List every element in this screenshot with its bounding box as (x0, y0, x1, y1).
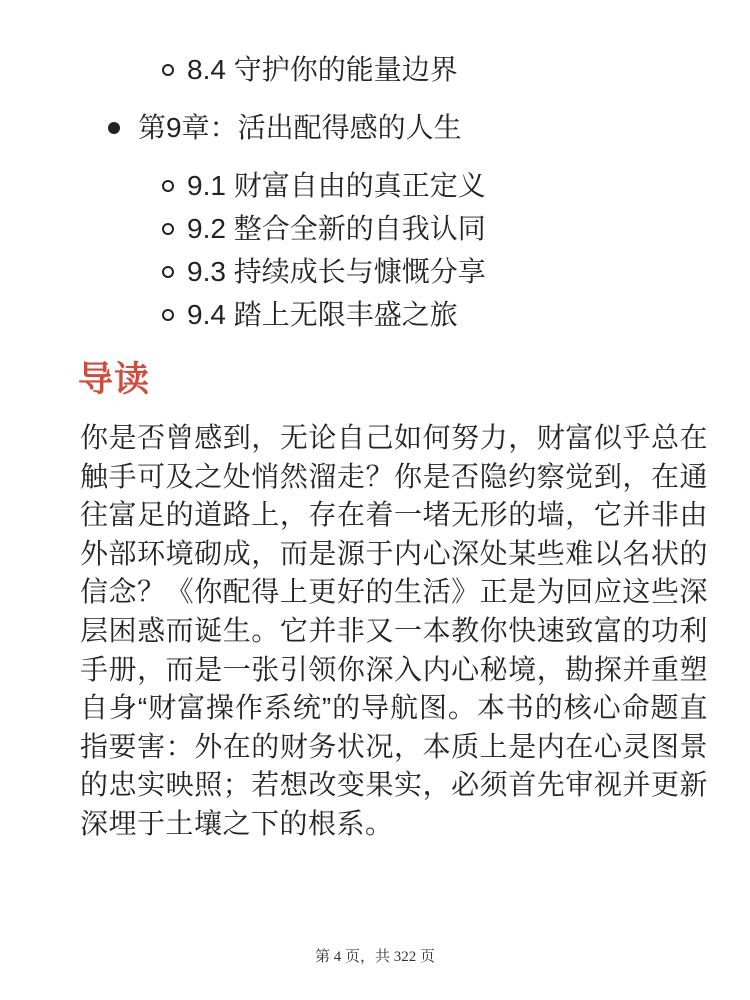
toc-item (162, 214, 750, 244)
toc-item (162, 171, 750, 201)
section-heading: 导读 (78, 360, 151, 399)
toc-item (162, 257, 750, 287)
toc-item-label: 9.4 踏上无限丰盛之旅 (187, 299, 458, 330)
circle-bullet-icon (162, 309, 174, 321)
toc-item-label: 第9章：活出配得感的人生 (138, 112, 462, 143)
page-indicator: 第 4 页，共 322 页 (314, 949, 435, 965)
circle-bullet-icon (162, 180, 174, 192)
toc-item-label: 9.1 财富自由的真正定义 (187, 170, 486, 201)
circle-bullet-icon (162, 64, 174, 76)
toc-item-label: 9.2 整合全新的自我认同 (187, 213, 486, 244)
disc-bullet-icon (108, 122, 120, 134)
toc-item-label: 8.4 守护你的能量边界 (187, 54, 458, 85)
circle-bullet-icon (162, 223, 174, 235)
table-of-contents (0, 0, 750, 330)
page-footer (0, 945, 750, 966)
circle-bullet-icon (162, 266, 174, 278)
toc-item-chapter (108, 113, 750, 143)
toc-item (162, 300, 750, 330)
intro-paragraph: 你是否曾感到，无论自己如何努力，财富似乎总在触手可及之处悄然溜走？你是否隐约察觉到，在通往富足的道路上，存在着一堵无形的墙，它并非由外部环境砌成，而是源于内心深处某些难以名状的信念？《你配得上更好的生活》正是为回应这些深层困惑而诞生。它并非又一本教你快速致富的功利手册，而是一张引领你深入内心秘境，勘探并重塑自身“财富操作系统”的导航图。本书的核心命题直指要害：外在的财务状况，本质上是内在心灵图景的忠实映照；若想改变果实，必须首先审视并更新深埋于土壤之下的根系。 (80, 422, 708, 839)
toc-item (162, 55, 750, 85)
toc-item-label: 9.3 持续成长与慷慨分享 (187, 256, 486, 287)
